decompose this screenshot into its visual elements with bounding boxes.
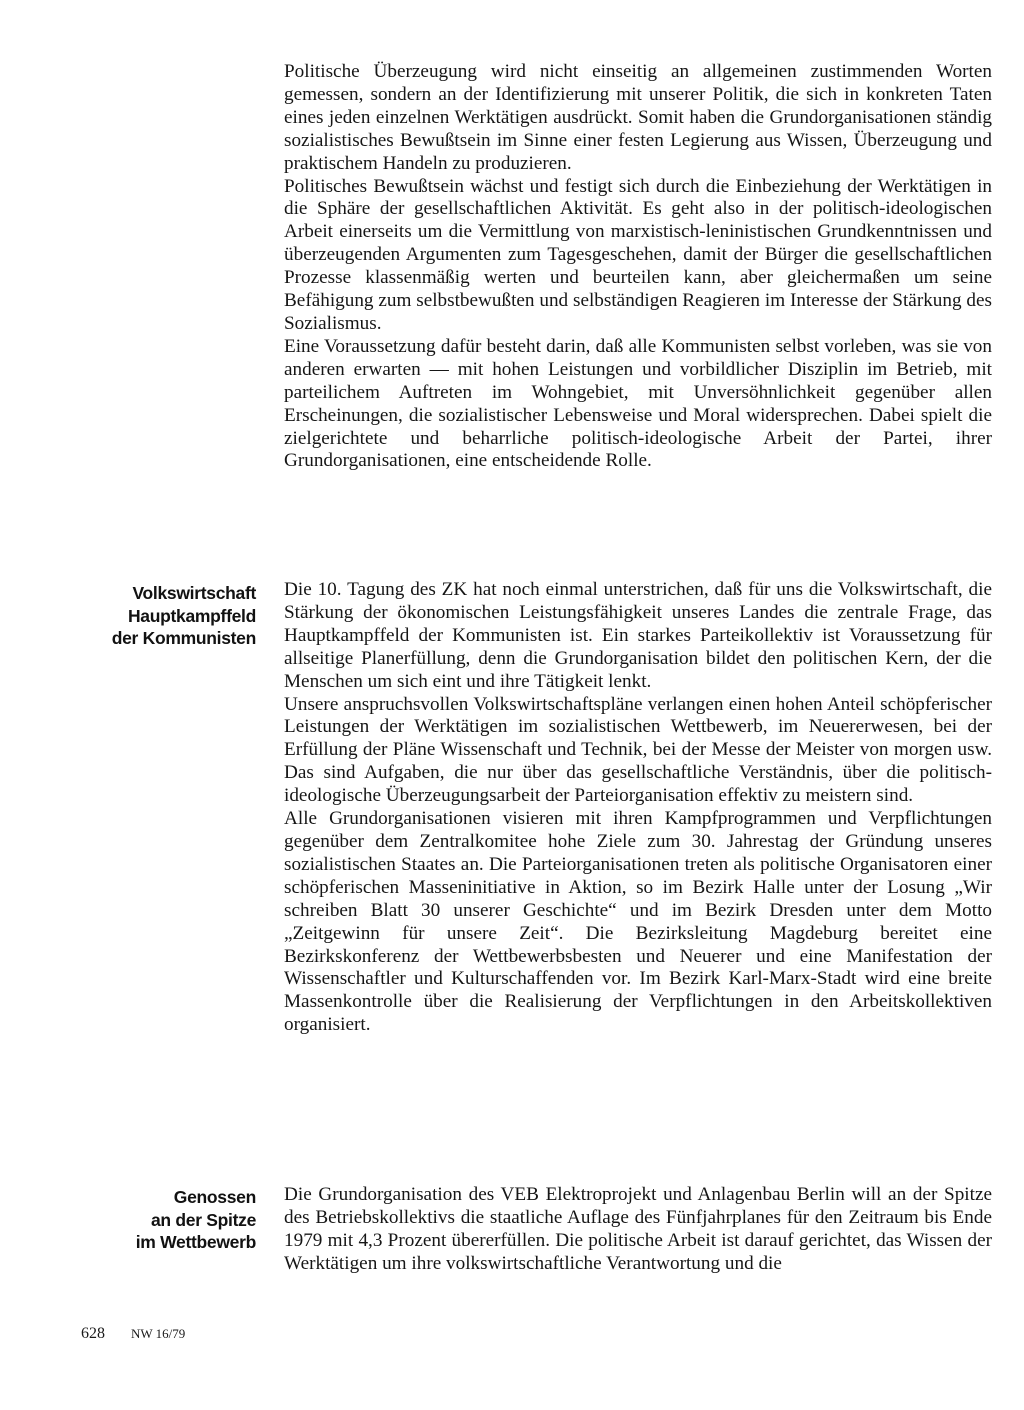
text-block-intro: [284, 61, 992, 473]
section-heading-genossen: [56, 1186, 256, 1254]
text-block-volkswirtschaft: [284, 579, 992, 1037]
page-footer: [81, 1325, 381, 1343]
paragraph: Die Grundorganisation des VEB Elektroprojekt und Anlagenbau Berlin will an der Spitze des Betriebskollektivs die staatliche Auflage des Fünfjahrplanes für den Zeitraum bis Ende 1979 mit 4,3 Prozent übererfüllen. Die politische Arbeit ist darauf gerichtet, das Wissen der Werktätigen um ihre volkswirtschaftliche Verantwortung und die: [284, 1184, 992, 1274]
paragraph: Politisches Bewußtsein wächst und festigt sich durch die Einbeziehung der Werktätigen in die Sphäre der gesellschaftlichen Aktivität. Es geht also in der politisch-ideologischen Arbeit einerseits um die Vermittlung von marxistisch-leninistischen Grundkenntnissen und überzeugenden Argumenten zum Tagesgeschehen, damit der Bürger die gesellschaftlichen Prozesse klassenmäßig werten und beurteilen kann, aber gleichermaßen um seine Befähigung zum selbstbewußten und selbständigen Reagieren im Interesse der Stärkung des Sozialismus.: [284, 175, 992, 334]
heading-line: Genossen: [173, 1187, 256, 1207]
paragraph: Politische Überzeugung wird nicht einseitig an allgemeinen zustimmenden Worten gemessen, sondern an der Identifizierung mit unserer Politik, die sich in konkreten Taten eines jeden einzelnen Werktätigen ausdrückt. Somit haben die Grundorganisationen ständig sozialistisches Bewußtsein im Sinne einer festen Legierung aus Wissen, Überzeugung und praktischem Handeln zu produzieren.: [284, 61, 992, 174]
heading-line: an der Spitze: [150, 1209, 256, 1230]
page-number: 628: [81, 1325, 105, 1342]
paragraph: Alle Grundorganisationen visieren mit ihren Kampfprogrammen und Verpflichtungen gegenüber dem Zentralkomitee hohe Ziele zum 30. Jahrestag der Gründung unseres sozialistischen Staates an. Die Parteiorganisationen treten als politische Organisatoren einer schöpferischen Masseninitiative in Aktion, so im Bezirk Halle unter der Losung „Wir schreiben Blatt 30 unserer Geschichte“ und im Bezirk Dresden unter dem Motto „Zeitgewinn für unsere Zeit“. Die Bezirksleitung Magdeburg bereitet eine Bezirkskonferenz der Wettbewerbsbesten und Neuerer und eine Manifestation der Wissenschaftler und Kulturschaffenden vor. Im Bezirk Karl-Marx-Stadt wird eine breite Massenkontrolle über die Realisierung der Verpflichtungen in den Arbeitskollektiven organisiert.: [284, 808, 992, 1036]
paragraph: Die 10. Tagung des ZK hat noch einmal unterstrichen, daß für uns die Volkswirtschaft, die Stärkung der ökonomischen Leistungsfähigkeit unseres Landes die zentrale Frage, das Hauptkampffeld der Kommunisten ist. Ein starkes Parteikollektiv ist Voraussetzung für allseitige Planerfüllung, denn die Grundorganisation bildet den politischen Kern, der die Menschen um sich eint und ihre Tätigkeit lenkt.: [284, 579, 992, 692]
paragraph: Unsere anspruchsvollen Volkswirtschaftspläne verlangen einen hohen Anteil schöpferischer Leistungen der Werktätigen im sozialistischen Wettbewerb, im Neuererwesen, bei der Erfüllung der Pläne Wissenschaft und Technik, bei der Messe der Meister von morgen usw. Das sind Aufgaben, die nur über das gesellschaftliche Verständnis, über die politisch-ideologische Überzeugungsarbeit der Parteiorganisation effektiv zu meistern sind.: [284, 693, 992, 807]
heading-line: im Wettbewerb: [135, 1232, 256, 1253]
heading-line: Hauptkampffeld: [127, 605, 256, 626]
heading-line: Volkswirtschaft: [132, 583, 256, 603]
paragraph: Eine Voraussetzung dafür besteht darin, daß alle Kommunisten selbst vorleben, was sie von anderen erwarten — mit hohen Leistungen und vorbildlicher Disziplin im Betrieb, mit parteilichem Auftreten im Wohngebiet, mit Unversöhnlichkeit gegenüber allen Erscheinungen, die sozialistischer Lebensweise und Moral widersprechen. Dabei spielt die zielgerichtete und beharrliche politisch-ideologische Arbeit der Partei, ihrer Grundorganisationen, eine entscheidende Rolle.: [284, 335, 992, 472]
section-heading-volkswirtschaft: [56, 582, 256, 650]
text-block-genossen: [284, 1184, 992, 1276]
heading-line: der Kommunisten: [111, 628, 256, 649]
issue-reference: NW 16/79: [131, 1326, 186, 1341]
